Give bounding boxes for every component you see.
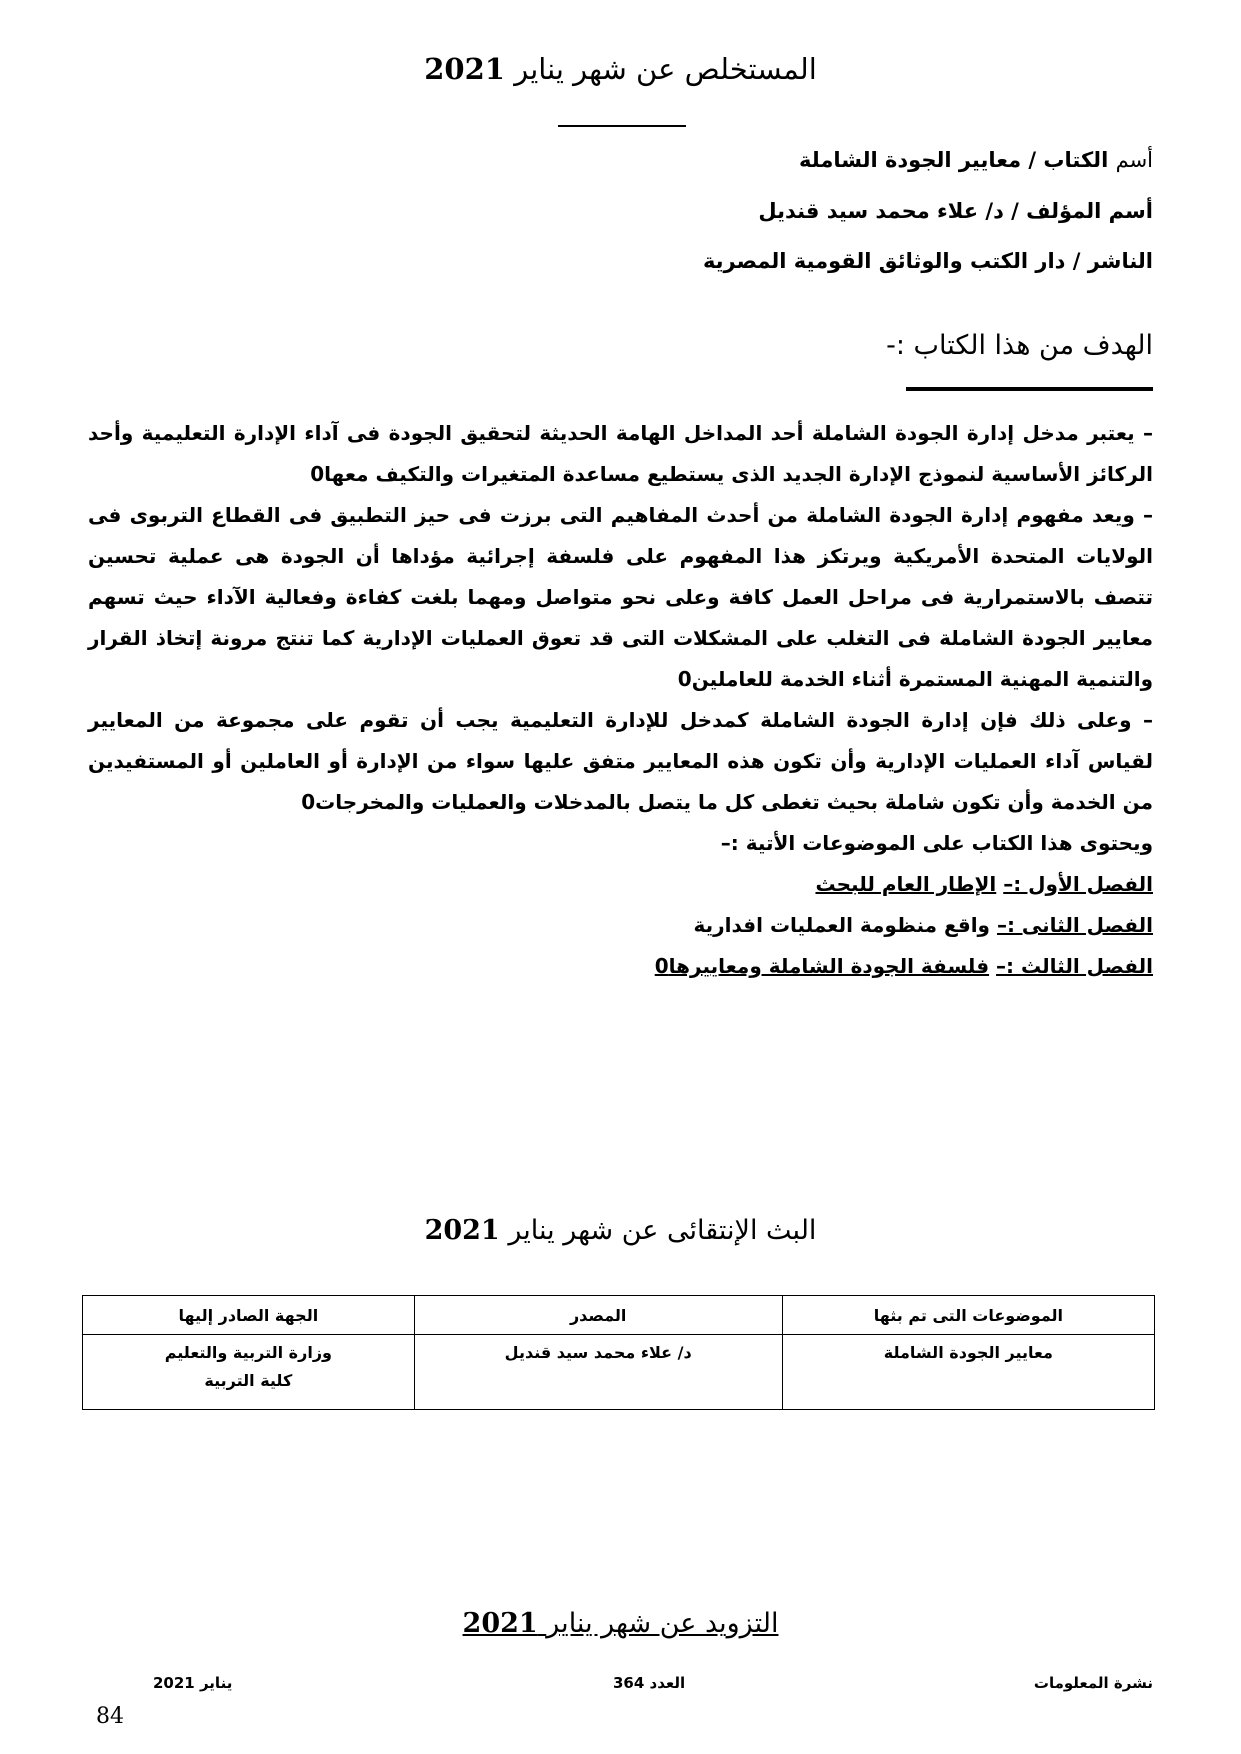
page-number: 84 (96, 1704, 124, 1729)
chapter-label: الفصل الأول :– (1003, 872, 1153, 896)
cell-recipient (83, 1335, 415, 1410)
supply-title-text: التزويد عن شهر يناير (546, 1608, 779, 1639)
chapter-title: الإطار العام للبحث (815, 872, 997, 896)
recipient-line-1: وزارة التربية والتعليم (164, 1343, 332, 1362)
footer-issue: العدد 364 (613, 1674, 686, 1692)
column-header-recipient: الجهة الصادر إليها (83, 1296, 415, 1335)
paragraph-4: ويحتوى هذا الكتاب على الموضوعات الأتية :– (720, 831, 1153, 855)
cell-topic: معايير الجودة الشاملة (782, 1335, 1154, 1410)
table-row (83, 1335, 1155, 1410)
abstract-body (88, 413, 1153, 987)
book-title-prefix: أسم (1115, 148, 1153, 172)
book-publisher-line: الناشر / دار الكتب والوثائق القومية المصرية (702, 249, 1153, 273)
paragraph-3: – وعلى ذلك فإن إدارة الجودة الشاملة كمدخل للإدارة التعليمية يجب أن تقوم على مجموعة من المعايير لقياس آداء العمليات الإدارية وأن تكون هذه المعايير متفق عليها سواء من الإدارة أو العاملين أو المستفيدين من الخدمة وأن تكون شاملة بحيث تغطى كل ما يتصل بالمدخلات والعمليات والمخرجات0 (88, 708, 1153, 814)
broadcast-title-year: 2021 (424, 1215, 500, 1246)
chapter-title: فلسفة الجودة الشاملة ومعاييرها0 (654, 954, 990, 978)
table-header-row (83, 1296, 1155, 1335)
goal-heading: الهدف من هذا الكتاب :- (886, 330, 1153, 361)
book-title-line (799, 148, 1153, 172)
recipient-line-2: كلية التربية (204, 1371, 293, 1390)
chapter-item (88, 946, 1153, 987)
title-underline (558, 125, 686, 127)
chapter-title: واقع منظومة العمليات افدارية (693, 913, 990, 937)
footer-date: يناير 2021 (153, 1674, 233, 1692)
page-title (0, 52, 1241, 86)
column-header-source: المصدر (414, 1296, 782, 1335)
broadcast-title-text: البث الإنتقائى عن شهر يناير (508, 1215, 817, 1246)
paragraph-2: – ويعد مفهوم إدارة الجودة الشاملة من أحدث المفاهيم التى برزت فى حيز التطبيق فى القطاع التربوى فى الولايات المتحدة الأمريكية ويرتكز هذا المفهوم على فلسفة إجرائية مؤداها أن الجودة هى عملية تحسين تتصف بالاستمرارية فى مراحل العمل كافة وعلى نحو متواصل ومهما بلغت كفاءة وفعالية الآداء حيث تسهم معايير الجودة الشاملة فى التغلب على المشكلات التى قد تعوق العمليات الإدارية كما تنتج مرونة إتخاذ القرار والتنمية المهنية المستمرة أثناء الخدمة للعاملين0 (88, 503, 1153, 691)
chapter-label: الفصل الثانى :– (996, 913, 1153, 937)
goal-underline (906, 387, 1153, 391)
footer-publication: نشرة المعلومات (1033, 1674, 1153, 1692)
page-title-text: المستخلص عن شهر يناير (514, 52, 817, 86)
supply-title-year: 2021 (462, 1608, 538, 1639)
book-author-line: أسم المؤلف / د/ علاء محمد سيد قنديل (758, 199, 1153, 223)
supply-title (0, 1608, 1241, 1639)
paragraph-1: – يعتبر مدخل إدارة الجودة الشاملة أحد المداخل الهامة الحديثة لتحقيق الجودة فى آداء الإدارة التعليمية وأحد الركائز الأساسية لنموذج الإدارة الجديد الذى يستطيع مساعدة المتغيرات والتكيف معها0 (88, 421, 1153, 486)
cell-source: د/ علاء محمد سيد قنديل (414, 1335, 782, 1410)
broadcast-table (82, 1295, 1155, 1410)
book-title-label: الكتاب / معايير الجودة الشاملة (799, 148, 1109, 172)
chapter-item (88, 905, 1153, 946)
broadcast-title (0, 1215, 1241, 1246)
column-header-topics: الموضوعات التى تم بثها (782, 1296, 1154, 1335)
chapter-item (88, 864, 1153, 905)
page-title-year: 2021 (424, 52, 505, 86)
chapter-label: الفصل الثالث :– (996, 954, 1153, 978)
